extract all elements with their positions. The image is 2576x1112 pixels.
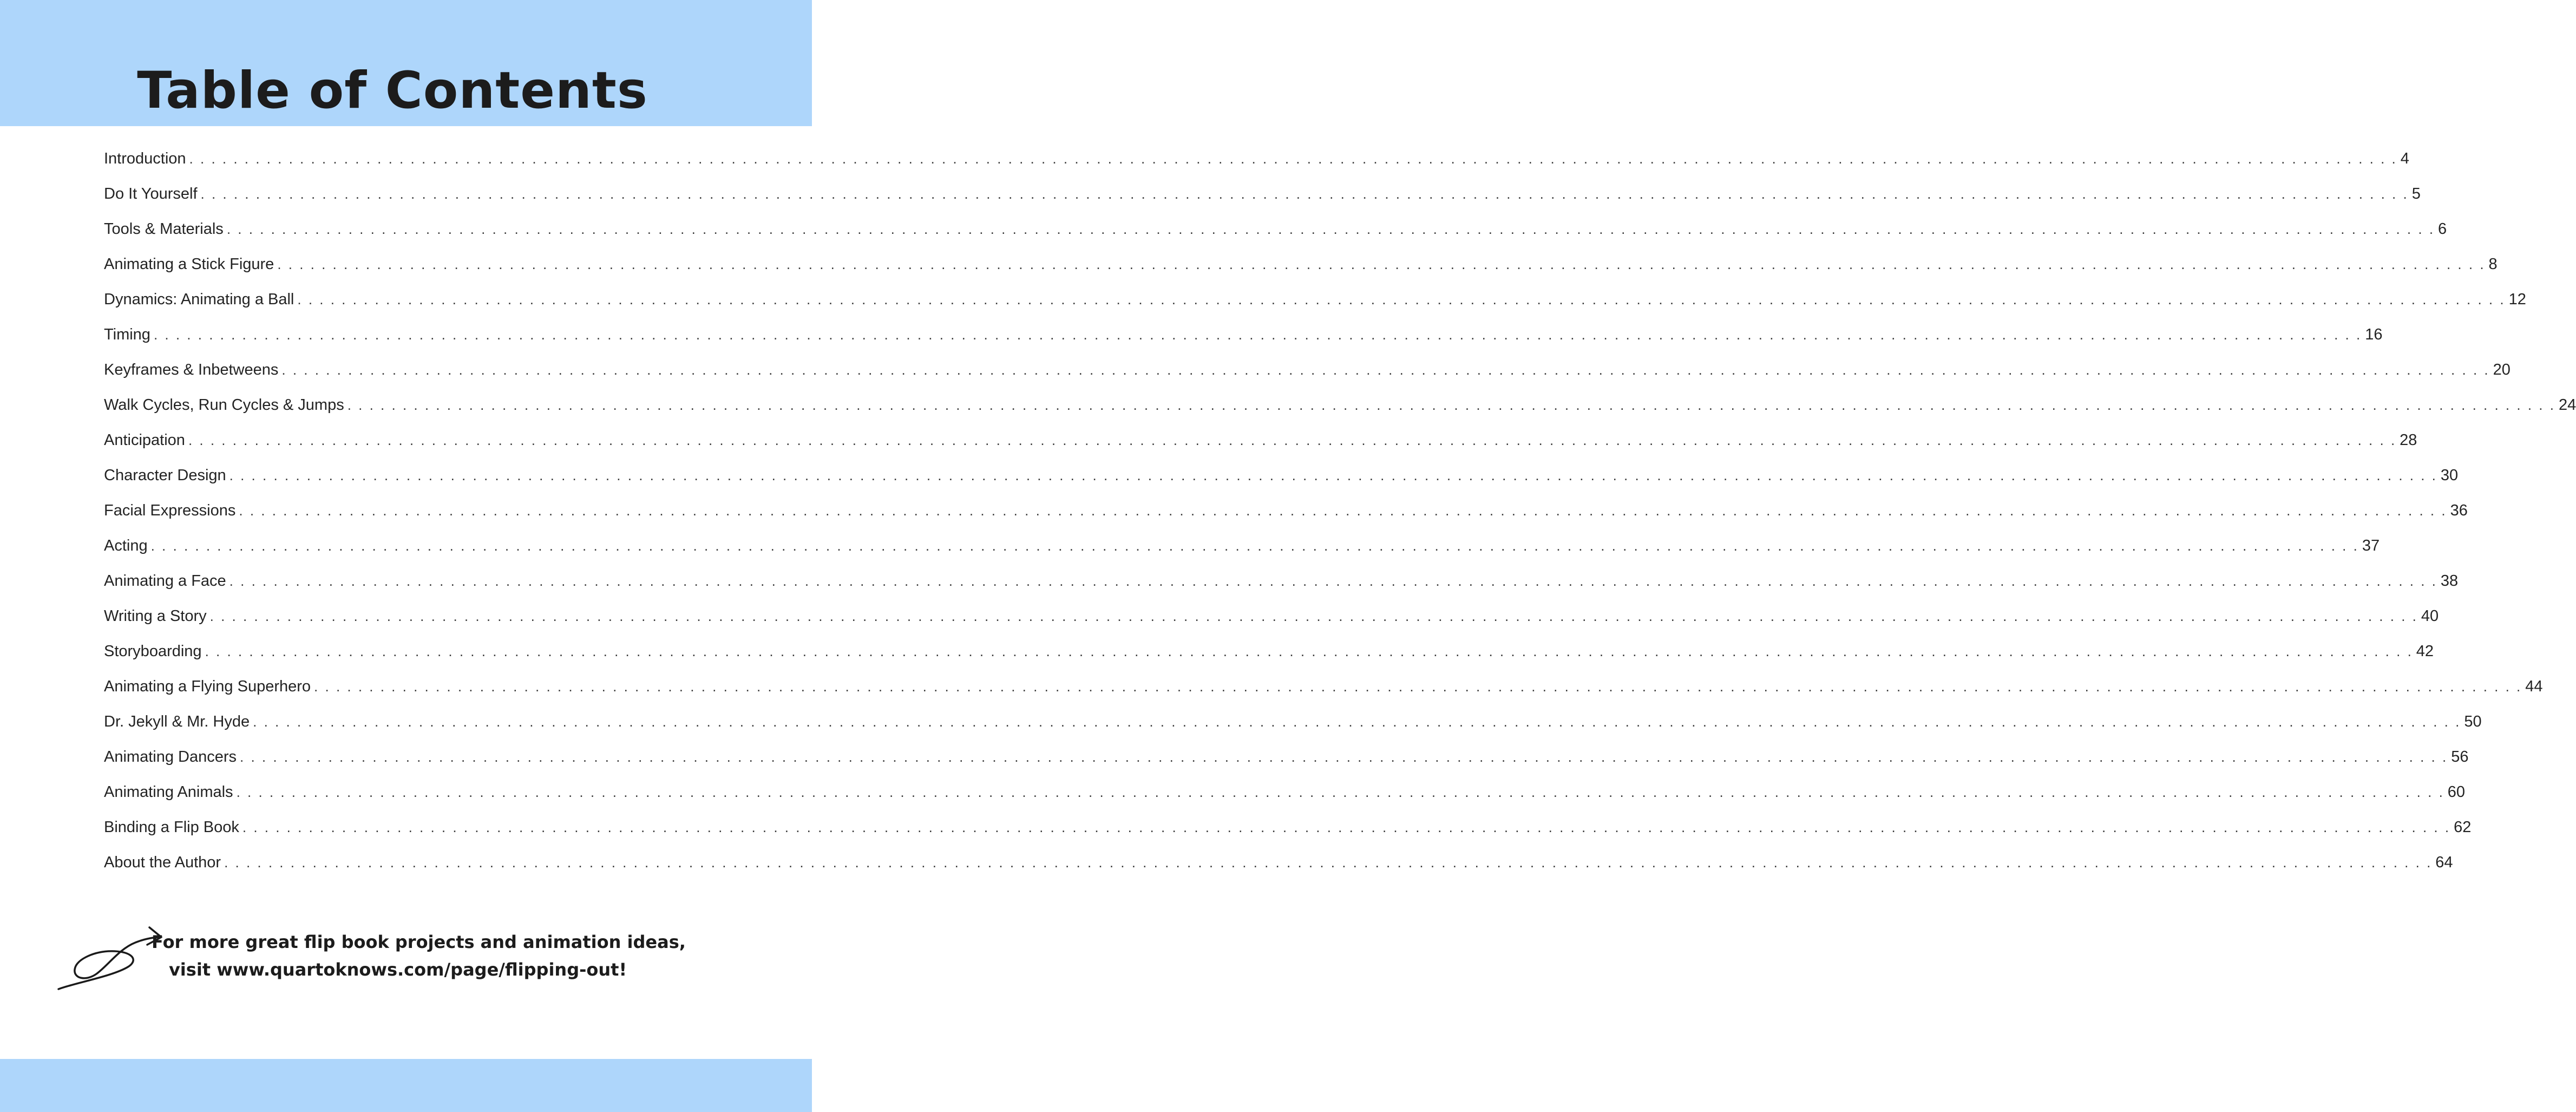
toc-entry-title: Acting xyxy=(104,537,148,554)
toc-entry-page: 28 xyxy=(2400,431,2417,449)
toc-entry xyxy=(104,396,2576,431)
toc-entry xyxy=(104,643,2434,678)
toc-entry-title: About the Author xyxy=(104,854,221,871)
toc-dot-leader: . . . . . . . . . . . . . . . . . . . . . . . . . . . . . . . . . . . . . . . . . . . . . . . . . . . . . . . . . . . . . . . . . . . . . . . . . . . . . . . . . . . . . . . . . . . . . . . . . . . . . . . . . . . . . . . . . . . . . . . . . . . . . . . . . . . . . . . . . . . . . . . . . . . . . . . . . . . . . . . . . . . . . . . . . . . . . . . . . . . . . . . . . . . . . . . . . . . . . . . . xyxy=(226,221,2435,237)
toc-entry-page: 20 xyxy=(2493,361,2511,378)
toc-dot-leader: . . . . . . . . . . . . . . . . . . . . . . . . . . . . . . . . . . . . . . . . . . . . . . . . . . . . . . . . . . . . . . . . . . . . . . . . . . . . . . . . . . . . . . . . . . . . . . . . . . . . . . . . . . . . . . . . . . . . . . . . . . . . . . . . . . . . . . . . . . . . . . . . . . . . . . . . . . . . . . . . . . . . . . . . . . . . . . . . . . . . . . . . . . . . . . . . . . . . . . . . xyxy=(314,678,2522,695)
toc-entry-page: 30 xyxy=(2440,467,2459,484)
toc-dot-leader: . . . . . . . . . . . . . . . . . . . . . . . . . . . . . . . . . . . . . . . . . . . . . . . . . . . . . . . . . . . . . . . . . . . . . . . . . . . . . . . . . . . . . . . . . . . . . . . . . . . . . . . . . . . . . . . . . . . . . . . . . . . . . . . . . . . . . . . . . . . . . . . . . . . . . . . . . . . . . . . . . . . . . . . . . . . . . . . . . . . . . . . . . . . . . . . . . . . . . . . . xyxy=(240,749,2448,765)
toc-entry-title: Storyboarding xyxy=(104,643,202,660)
toc-entry xyxy=(104,150,2409,185)
toc-dot-leader: . . . . . . . . . . . . . . . . . . . . . . . . . . . . . . . . . . . . . . . . . . . . . . . . . . . . . . . . . . . . . . . . . . . . . . . . . . . . . . . . . . . . . . . . . . . . . . . . . . . . . . . . . . . . . . . . . . . . . . . . . . . . . . . . . . . . . . . . . . . . . . . . . . . . . . . . . . . . . . . . . . . . . . . . . . . . . . . . . . . . . . . . . . . . . . . . . . . . . . . . xyxy=(239,502,2447,519)
toc-entry-page: 6 xyxy=(2438,220,2447,238)
toc-entry-title: Facial Expressions xyxy=(104,502,236,519)
toc-dot-leader: . . . . . . . . . . . . . . . . . . . . . . . . . . . . . . . . . . . . . . . . . . . . . . . . . . . . . . . . . . . . . . . . . . . . . . . . . . . . . . . . . . . . . . . . . . . . . . . . . . . . . . . . . . . . . . . . . . . . . . . . . . . . . . . . . . . . . . . . . . . . . . . . . . . . . . . . . . . . . . . . . . . . . . . . . . . . . . . . . . . . . . . . . . . . . . . . . . . . . . . . xyxy=(153,326,2362,343)
toc-dot-leader: . . . . . . . . . . . . . . . . . . . . . . . . . . . . . . . . . . . . . . . . . . . . . . . . . . . . . . . . . . . . . . . . . . . . . . . . . . . . . . . . . . . . . . . . . . . . . . . . . . . . . . . . . . . . . . . . . . . . . . . . . . . . . . . . . . . . . . . . . . . . . . . . . . . . . . . . . . . . . . . . . . . . . . . . . . . . . . . . . . . . . . . . . . . . . . . . . . . . . . . . xyxy=(209,608,2418,624)
toc-entry-page: 37 xyxy=(2362,537,2380,554)
toc-entry-title: Character Design xyxy=(104,467,226,484)
toc-dot-leader: . . . . . . . . . . . . . . . . . . . . . . . . . . . . . . . . . . . . . . . . . . . . . . . . . . . . . . . . . . . . . . . . . . . . . . . . . . . . . . . . . . . . . . . . . . . . . . . . . . . . . . . . . . . . . . . . . . . . . . . . . . . . . . . . . . . . . . . . . . . . . . . . . . . . . . . . . . . . . . . . . . . . . . . . . . . . . . . . . . . . . . . . . . . . . . . . . . . . . . . . xyxy=(277,256,2486,272)
toc-entry-title: Animating a Flying Superhero xyxy=(104,678,311,695)
toc-entry-page: 60 xyxy=(2447,783,2466,801)
toc-entry xyxy=(104,361,2511,396)
toc-entry-title: Animating Animals xyxy=(104,783,233,801)
toc-entry xyxy=(104,326,2383,361)
toc-entry-title: Timing xyxy=(104,326,150,343)
toc-entry-page: 38 xyxy=(2440,572,2459,590)
toc-entry-page: 62 xyxy=(2454,819,2472,836)
toc-entry-page: 40 xyxy=(2421,607,2439,625)
toc-entry-title: Binding a Flip Book xyxy=(104,819,239,836)
toc-entry-page: 8 xyxy=(2488,256,2498,273)
toc-entry-title: Do It Yourself xyxy=(104,185,198,202)
toc-dot-leader: . . . . . . . . . . . . . . . . . . . . . . . . . . . . . . . . . . . . . . . . . . . . . . . . . . . . . . . . . . . . . . . . . . . . . . . . . . . . . . . . . . . . . . . . . . . . . . . . . . . . . . . . . . . . . . . . . . . . . . . . . . . . . . . . . . . . . . . . . . . . . . . . . . . . . . . . . . . . . . . . . . . . . . . . . . . . . . . . . . . . . . . . . . . . . . . . . . . . . . . . xyxy=(205,643,2413,659)
toc-dot-leader: . . . . . . . . . . . . . . . . . . . . . . . . . . . . . . . . . . . . . . . . . . . . . . . . . . . . . . . . . . . . . . . . . . . . . . . . . . . . . . . . . . . . . . . . . . . . . . . . . . . . . . . . . . . . . . . . . . . . . . . . . . . . . . . . . . . . . . . . . . . . . . . . . . . . . . . . . . . . . . . . . . . . . . . . . . . . . . . . . . . . . . . . . . . . . . . . . . . . . . . . xyxy=(297,291,2506,308)
toc-dot-leader: . . . . . . . . . . . . . . . . . . . . . . . . . . . . . . . . . . . . . . . . . . . . . . . . . . . . . . . . . . . . . . . . . . . . . . . . . . . . . . . . . . . . . . . . . . . . . . . . . . . . . . . . . . . . . . . . . . . . . . . . . . . . . . . . . . . . . . . . . . . . . . . . . . . . . . . . . . . . . . . . . . . . . . . . . . . . . . . . . . . . . . . . . . . . . . . . . . . . . . . . xyxy=(253,714,2461,730)
toc-entry-page: 64 xyxy=(2435,854,2453,871)
promo-line-1: For more great flip book projects and animation ideas, xyxy=(152,932,686,952)
toc-entry-page: 50 xyxy=(2464,713,2482,730)
toc-entry-title: Animating Dancers xyxy=(104,748,237,766)
toc-entry xyxy=(104,854,2453,889)
toc-dot-leader: . . . . . . . . . . . . . . . . . . . . . . . . . . . . . . . . . . . . . . . . . . . . . . . . . . . . . . . . . . . . . . . . . . . . . . . . . . . . . . . . . . . . . . . . . . . . . . . . . . . . . . . . . . . . . . . . . . . . . . . . . . . . . . . . . . . . . . . . . . . . . . . . . . . . . . . . . . . . . . . . . . . . . . . . . . . . . . . . . . . . . . . . . . . . . . . . . . . . . . . . xyxy=(150,538,2359,554)
toc-entry xyxy=(104,748,2469,783)
toc-dot-leader: . . . . . . . . . . . . . . . . . . . . . . . . . . . . . . . . . . . . . . . . . . . . . . . . . . . . . . . . . . . . . . . . . . . . . . . . . . . . . . . . . . . . . . . . . . . . . . . . . . . . . . . . . . . . . . . . . . . . . . . . . . . . . . . . . . . . . . . . . . . . . . . . . . . . . . . . . . . . . . . . . . . . . . . . . . . . . . . . . . . . . . . . . . . . . . . . . . . . . . . . xyxy=(347,397,2555,413)
toc-entry xyxy=(104,185,2421,220)
toc-entry-page: 12 xyxy=(2508,291,2526,308)
footer-band xyxy=(0,1059,812,1112)
toc-entry xyxy=(104,678,2543,713)
toc-entry xyxy=(104,467,2459,502)
toc-entry-title: Dr. Jekyll & Mr. Hyde xyxy=(104,713,250,730)
toc-entry xyxy=(104,713,2482,748)
toc-entry-page: 24 xyxy=(2558,396,2576,414)
toc-entry-title: Writing a Story xyxy=(104,607,207,625)
toc-entry-title: Dynamics: Animating a Ball xyxy=(104,291,294,308)
toc-entry-page: 44 xyxy=(2525,678,2543,695)
toc-entry xyxy=(104,537,2380,572)
toc-dot-leader: . . . . . . . . . . . . . . . . . . . . . . . . . . . . . . . . . . . . . . . . . . . . . . . . . . . . . . . . . . . . . . . . . . . . . . . . . . . . . . . . . . . . . . . . . . . . . . . . . . . . . . . . . . . . . . . . . . . . . . . . . . . . . . . . . . . . . . . . . . . . . . . . . . . . . . . . . . . . . . . . . . . . . . . . . . . . . . . . . . . . . . . . . . . . . . . . . . . . . . . . xyxy=(281,362,2490,378)
toc-entry xyxy=(104,502,2468,537)
toc-entry xyxy=(104,291,2526,326)
toc-entry-page: 36 xyxy=(2450,502,2468,519)
toc-dot-leader: . . . . . . . . . . . . . . . . . . . . . . . . . . . . . . . . . . . . . . . . . . . . . . . . . . . . . . . . . . . . . . . . . . . . . . . . . . . . . . . . . . . . . . . . . . . . . . . . . . . . . . . . . . . . . . . . . . . . . . . . . . . . . . . . . . . . . . . . . . . . . . . . . . . . . . . . . . . . . . . . . . . . . . . . . . . . . . . . . . . . . . . . . . . . . . . . . . . . . . . . xyxy=(224,854,2433,871)
toc-dot-leader: . . . . . . . . . . . . . . . . . . . . . . . . . . . . . . . . . . . . . . . . . . . . . . . . . . . . . . . . . . . . . . . . . . . . . . . . . . . . . . . . . . . . . . . . . . . . . . . . . . . . . . . . . . . . . . . . . . . . . . . . . . . . . . . . . . . . . . . . . . . . . . . . . . . . . . . . . . . . . . . . . . . . . . . . . . . . . . . . . . . . . . . . . . . . . . . . . . . . . . . . xyxy=(229,573,2437,589)
toc-dot-leader: . . . . . . . . . . . . . . . . . . . . . . . . . . . . . . . . . . . . . . . . . . . . . . . . . . . . . . . . . . . . . . . . . . . . . . . . . . . . . . . . . . . . . . . . . . . . . . . . . . . . . . . . . . . . . . . . . . . . . . . . . . . . . . . . . . . . . . . . . . . . . . . . . . . . . . . . . . . . . . . . . . . . . . . . . . . . . . . . . . . . . . . . . . . . . . . . . . . . . . . . xyxy=(200,186,2409,202)
toc-entry-title: Animating a Face xyxy=(104,572,226,590)
page-title: Table of Contents xyxy=(137,61,648,120)
toc-entry xyxy=(104,220,2447,256)
toc-entry-page: 4 xyxy=(2400,150,2409,167)
toc-dot-leader: . . . . . . . . . . . . . . . . . . . . . . . . . . . . . . . . . . . . . . . . . . . . . . . . . . . . . . . . . . . . . . . . . . . . . . . . . . . . . . . . . . . . . . . . . . . . . . . . . . . . . . . . . . . . . . . . . . . . . . . . . . . . . . . . . . . . . . . . . . . . . . . . . . . . . . . . . . . . . . . . . . . . . . . . . . . . . . . . . . . . . . . . . . . . . . . . . . . . . . . . xyxy=(188,432,2397,448)
promo-text xyxy=(152,928,686,984)
toc-entry-page: 56 xyxy=(2451,748,2469,766)
toc-dot-leader: . . . . . . . . . . . . . . . . . . . . . . . . . . . . . . . . . . . . . . . . . . . . . . . . . . . . . . . . . . . . . . . . . . . . . . . . . . . . . . . . . . . . . . . . . . . . . . . . . . . . . . . . . . . . . . . . . . . . . . . . . . . . . . . . . . . . . . . . . . . . . . . . . . . . . . . . . . . . . . . . . . . . . . . . . . . . . . . . . . . . . . . . . . . . . . . . . . . . . . . . xyxy=(236,784,2444,800)
toc-entry xyxy=(104,256,2498,291)
curly-arrow-icon xyxy=(54,918,162,993)
toc-entry-title: Anticipation xyxy=(104,431,185,449)
toc-dot-leader: . . . . . . . . . . . . . . . . . . . . . . . . . . . . . . . . . . . . . . . . . . . . . . . . . . . . . . . . . . . . . . . . . . . . . . . . . . . . . . . . . . . . . . . . . . . . . . . . . . . . . . . . . . . . . . . . . . . . . . . . . . . . . . . . . . . . . . . . . . . . . . . . . . . . . . . . . . . . . . . . . . . . . . . . . . . . . . . . . . . . . . . . . . . . . . . . . . . . . . . . xyxy=(189,151,2397,167)
promo-line-2: visit www.quartoknows.com/page/flipping-out! xyxy=(168,959,627,980)
toc-entry-title: Introduction xyxy=(104,150,186,167)
toc-entry xyxy=(104,819,2472,854)
toc-entry-title: Walk Cycles, Run Cycles & Jumps xyxy=(104,396,344,414)
toc-entry-page: 42 xyxy=(2416,643,2434,660)
toc-entry xyxy=(104,431,2417,467)
toc-entry xyxy=(104,607,2439,643)
toc-entry-page: 16 xyxy=(2365,326,2383,343)
table-of-contents xyxy=(104,150,2576,889)
toc-dot-leader: . . . . . . . . . . . . . . . . . . . . . . . . . . . . . . . . . . . . . . . . . . . . . . . . . . . . . . . . . . . . . . . . . . . . . . . . . . . . . . . . . . . . . . . . . . . . . . . . . . . . . . . . . . . . . . . . . . . . . . . . . . . . . . . . . . . . . . . . . . . . . . . . . . . . . . . . . . . . . . . . . . . . . . . . . . . . . . . . . . . . . . . . . . . . . . . . . . . . . . . . xyxy=(242,819,2451,835)
toc-entry xyxy=(104,783,2466,819)
toc-dot-leader: . . . . . . . . . . . . . . . . . . . . . . . . . . . . . . . . . . . . . . . . . . . . . . . . . . . . . . . . . . . . . . . . . . . . . . . . . . . . . . . . . . . . . . . . . . . . . . . . . . . . . . . . . . . . . . . . . . . . . . . . . . . . . . . . . . . . . . . . . . . . . . . . . . . . . . . . . . . . . . . . . . . . . . . . . . . . . . . . . . . . . . . . . . . . . . . . . . . . . . . . xyxy=(229,467,2437,483)
toc-entry-title: Tools & Materials xyxy=(104,220,224,238)
toc-entry xyxy=(104,572,2459,607)
toc-entry-page: 5 xyxy=(2411,185,2421,202)
toc-entry-title: Keyframes & Inbetweens xyxy=(104,361,279,378)
toc-entry-title: Animating a Stick Figure xyxy=(104,256,274,273)
